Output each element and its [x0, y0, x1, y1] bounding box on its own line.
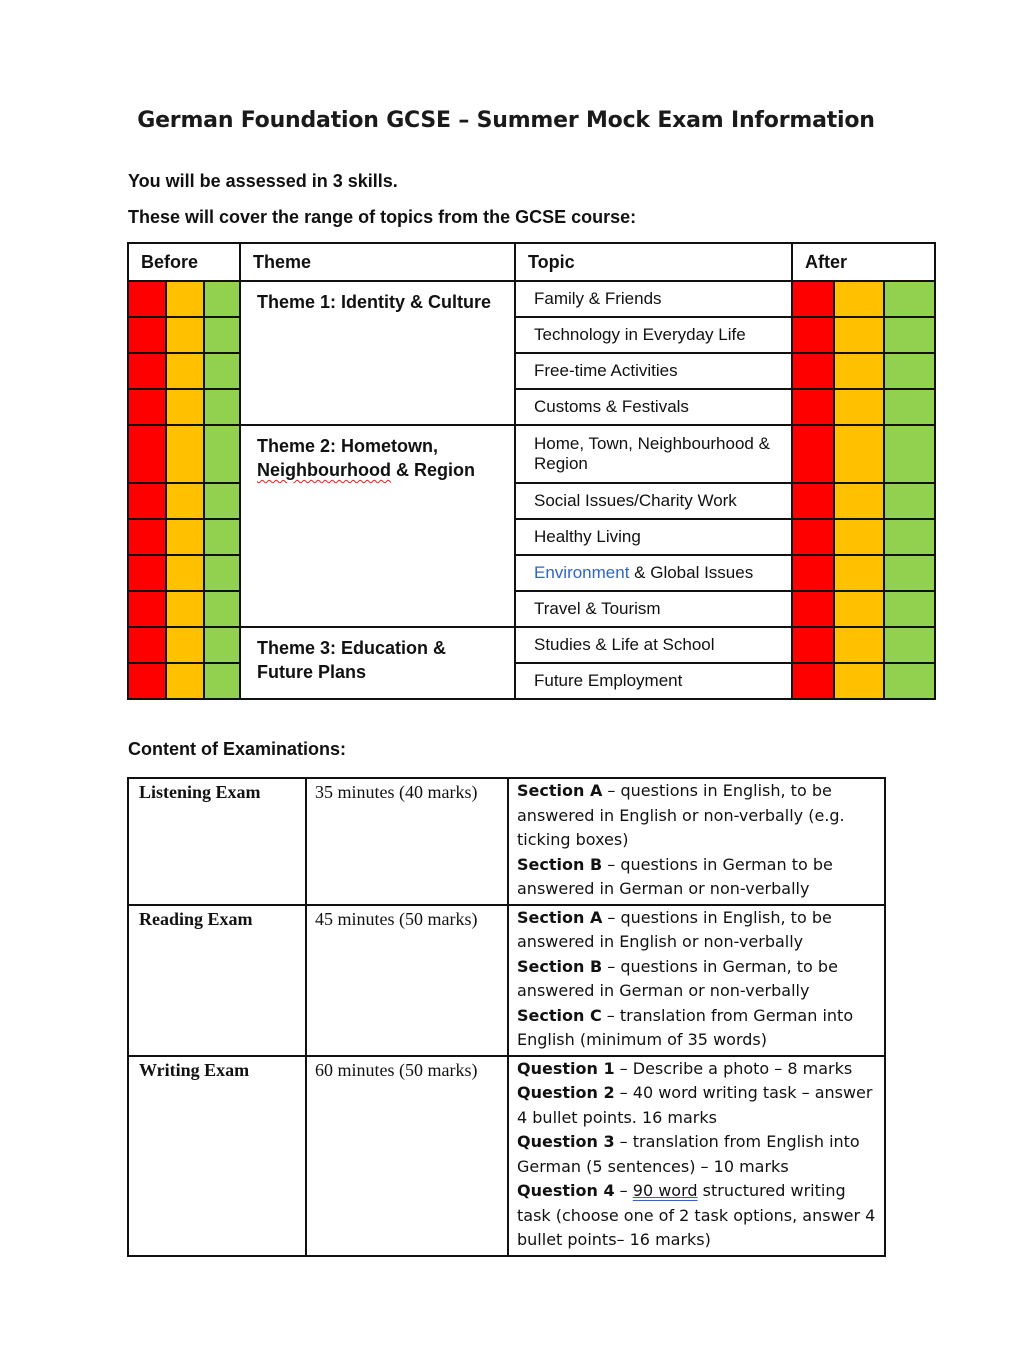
question-label: Question 4	[517, 1181, 615, 1200]
document-title: German Foundation GCSE – Summer Mock Exam Information	[137, 108, 875, 133]
after-green-cell[interactable]	[884, 353, 935, 389]
exam-description-line	[517, 779, 878, 853]
before-amber-cell[interactable]	[166, 519, 204, 555]
before-green-cell[interactable]	[204, 425, 240, 483]
exam-duration: 35 minutes (40 marks)	[306, 778, 508, 905]
header-topic: Topic	[515, 243, 792, 281]
environment-link[interactable]: Environment	[534, 563, 630, 582]
before-green-cell[interactable]	[204, 591, 240, 627]
exams-table	[127, 777, 886, 1257]
topic-customs-festivals: Customs & Festivals	[515, 389, 792, 425]
before-green-cell[interactable]	[204, 627, 240, 663]
before-red-cell[interactable]	[128, 425, 166, 483]
before-amber-cell[interactable]	[166, 425, 204, 483]
section-text: – questions in German, to be answered in German or non-verbally	[517, 956, 838, 1000]
exam-description	[508, 1056, 885, 1256]
exam-description-line	[517, 1130, 878, 1179]
header-before: Before	[128, 243, 240, 281]
header-after: After	[792, 243, 935, 281]
topic-social-issues: Social Issues/Charity Work	[515, 483, 792, 519]
after-red-cell[interactable]	[792, 591, 834, 627]
before-red-cell[interactable]	[128, 281, 166, 317]
after-green-cell[interactable]	[884, 555, 935, 591]
before-green-cell[interactable]	[204, 389, 240, 425]
exam-description-line	[517, 906, 878, 955]
after-amber-cell[interactable]	[834, 555, 884, 591]
before-amber-cell[interactable]	[166, 483, 204, 519]
exam-duration: 45 minutes (50 marks)	[306, 905, 508, 1056]
section-label: Section C	[517, 1005, 602, 1025]
question-label: Question 2	[517, 1083, 615, 1102]
theme-name-part: & Region	[390, 460, 475, 480]
after-red-cell[interactable]	[792, 663, 834, 699]
grammar-flagged-phrase: 90 word	[632, 1181, 698, 1200]
exam-row-writing	[128, 1056, 885, 1256]
before-red-cell[interactable]	[128, 483, 166, 519]
after-red-cell[interactable]	[792, 317, 834, 353]
before-amber-cell[interactable]	[166, 353, 204, 389]
topic-row	[128, 281, 935, 317]
after-green-cell[interactable]	[884, 317, 935, 353]
intro-topics: These will cover the range of topics from the GCSE course:	[128, 207, 637, 227]
before-amber-cell[interactable]	[166, 317, 204, 353]
exam-row-reading	[128, 905, 885, 1056]
after-red-cell[interactable]	[792, 483, 834, 519]
header-theme: Theme	[240, 243, 515, 281]
section-label: Section B	[517, 956, 603, 976]
after-amber-cell[interactable]	[834, 353, 884, 389]
after-amber-cell[interactable]	[834, 483, 884, 519]
after-green-cell[interactable]	[884, 519, 935, 555]
before-red-cell[interactable]	[128, 389, 166, 425]
question-text: – translation from English into German (5 sentences) – 10 marks	[517, 1132, 860, 1176]
after-green-cell[interactable]	[884, 591, 935, 627]
before-amber-cell[interactable]	[166, 627, 204, 663]
before-green-cell[interactable]	[204, 483, 240, 519]
before-red-cell[interactable]	[128, 663, 166, 699]
after-amber-cell[interactable]	[834, 281, 884, 317]
after-red-cell[interactable]	[792, 519, 834, 555]
topic-technology: Technology in Everyday Life	[515, 317, 792, 353]
after-red-cell[interactable]	[792, 353, 834, 389]
after-amber-cell[interactable]	[834, 389, 884, 425]
theme-education-future: Theme 3: Education & Future Plans	[240, 627, 515, 699]
before-red-cell[interactable]	[128, 555, 166, 591]
question-text: –	[614, 1181, 633, 1200]
before-red-cell[interactable]	[128, 627, 166, 663]
after-green-cell[interactable]	[884, 389, 935, 425]
after-amber-cell[interactable]	[834, 663, 884, 699]
before-amber-cell[interactable]	[166, 555, 204, 591]
exam-description-line	[517, 1081, 878, 1130]
exam-description	[508, 905, 885, 1056]
after-red-cell[interactable]	[792, 389, 834, 425]
question-label: Question 3	[517, 1132, 615, 1151]
before-red-cell[interactable]	[128, 591, 166, 627]
question-text: structured writing task (choose one of 2 task options, answer 4 bullet points– 16 marks)	[517, 1181, 876, 1249]
question-text: – 40 word writing task – answer 4 bullet points. 16 marks	[517, 1083, 873, 1127]
before-green-cell[interactable]	[204, 555, 240, 591]
after-red-cell[interactable]	[792, 425, 834, 483]
exam-duration: 60 minutes (50 marks)	[306, 1056, 508, 1256]
topic-environment	[515, 555, 792, 591]
after-red-cell[interactable]	[792, 627, 834, 663]
topic-free-time: Free-time Activities	[515, 353, 792, 389]
section-label: Section B	[517, 854, 603, 874]
intro-skills: You will be assessed in 3 skills.	[128, 171, 398, 191]
question-label: Question 1	[517, 1058, 615, 1078]
before-red-cell[interactable]	[128, 353, 166, 389]
after-amber-cell[interactable]	[834, 425, 884, 483]
section-label: Section A	[517, 781, 603, 800]
question-text: – Describe a photo – 8 marks	[614, 1058, 853, 1078]
spellcheck-flagged-word: Neighbourhood	[257, 460, 391, 480]
before-green-cell[interactable]	[204, 353, 240, 389]
topic-text-part: & Global Issues	[629, 563, 754, 582]
exam-description-line	[517, 955, 878, 1004]
section-label: Section A	[517, 907, 603, 927]
after-amber-cell[interactable]	[834, 591, 884, 627]
before-green-cell[interactable]	[204, 281, 240, 317]
exam-description	[508, 778, 885, 905]
topic-studies-school: Studies & Life at School	[515, 627, 792, 663]
section-text: – questions in German to be answered in German or non-verbally	[517, 854, 833, 898]
exam-row-listening	[128, 778, 885, 905]
after-amber-cell[interactable]	[834, 519, 884, 555]
after-red-cell[interactable]	[792, 555, 834, 591]
before-green-cell[interactable]	[204, 519, 240, 555]
after-green-cell[interactable]	[884, 663, 935, 699]
topic-home-town: Home, Town, Neighbourhood & Region	[515, 425, 792, 483]
exam-description-line	[517, 1057, 878, 1082]
before-amber-cell[interactable]	[166, 281, 204, 317]
topic-row	[128, 425, 935, 483]
before-red-cell[interactable]	[128, 519, 166, 555]
exam-description-line	[517, 1004, 878, 1053]
exam-description-line	[517, 1179, 878, 1253]
exam-name: Listening Exam	[128, 778, 306, 905]
topic-future-employment: Future Employment	[515, 663, 792, 699]
after-amber-cell[interactable]	[834, 627, 884, 663]
topic-row	[128, 627, 935, 663]
content-heading: Content of Examinations:	[128, 739, 347, 759]
after-green-cell[interactable]	[884, 627, 935, 663]
after-amber-cell[interactable]	[834, 317, 884, 353]
after-red-cell[interactable]	[792, 281, 834, 317]
topics-table	[127, 242, 936, 700]
theme-hometown-region	[240, 425, 515, 627]
section-text: – questions in English, to be answered in English or non-verbally (e.g. ticking boxes)	[517, 781, 845, 849]
theme-identity-culture: Theme 1: Identity & Culture	[240, 281, 515, 425]
exam-name: Writing Exam	[128, 1056, 306, 1256]
before-green-cell[interactable]	[204, 663, 240, 699]
after-green-cell[interactable]	[884, 483, 935, 519]
topic-family-friends: Family & Friends	[515, 281, 792, 317]
topic-healthy-living: Healthy Living	[515, 519, 792, 555]
topic-travel-tourism: Travel & Tourism	[515, 591, 792, 627]
before-amber-cell[interactable]	[166, 591, 204, 627]
topics-header-row	[128, 243, 935, 281]
before-amber-cell[interactable]	[166, 663, 204, 699]
exam-name: Reading Exam	[128, 905, 306, 1056]
after-green-cell[interactable]	[884, 425, 935, 483]
after-green-cell[interactable]	[884, 281, 935, 317]
before-green-cell[interactable]	[204, 317, 240, 353]
exam-description-line	[517, 853, 878, 902]
before-amber-cell[interactable]	[166, 389, 204, 425]
theme-name-part: Theme 2: Hometown,	[257, 436, 439, 456]
section-text: – questions in English, to be answered in English or non-verbally	[517, 907, 832, 951]
before-red-cell[interactable]	[128, 317, 166, 353]
section-text: – translation from German into English (minimum of 35 words)	[517, 1005, 854, 1049]
